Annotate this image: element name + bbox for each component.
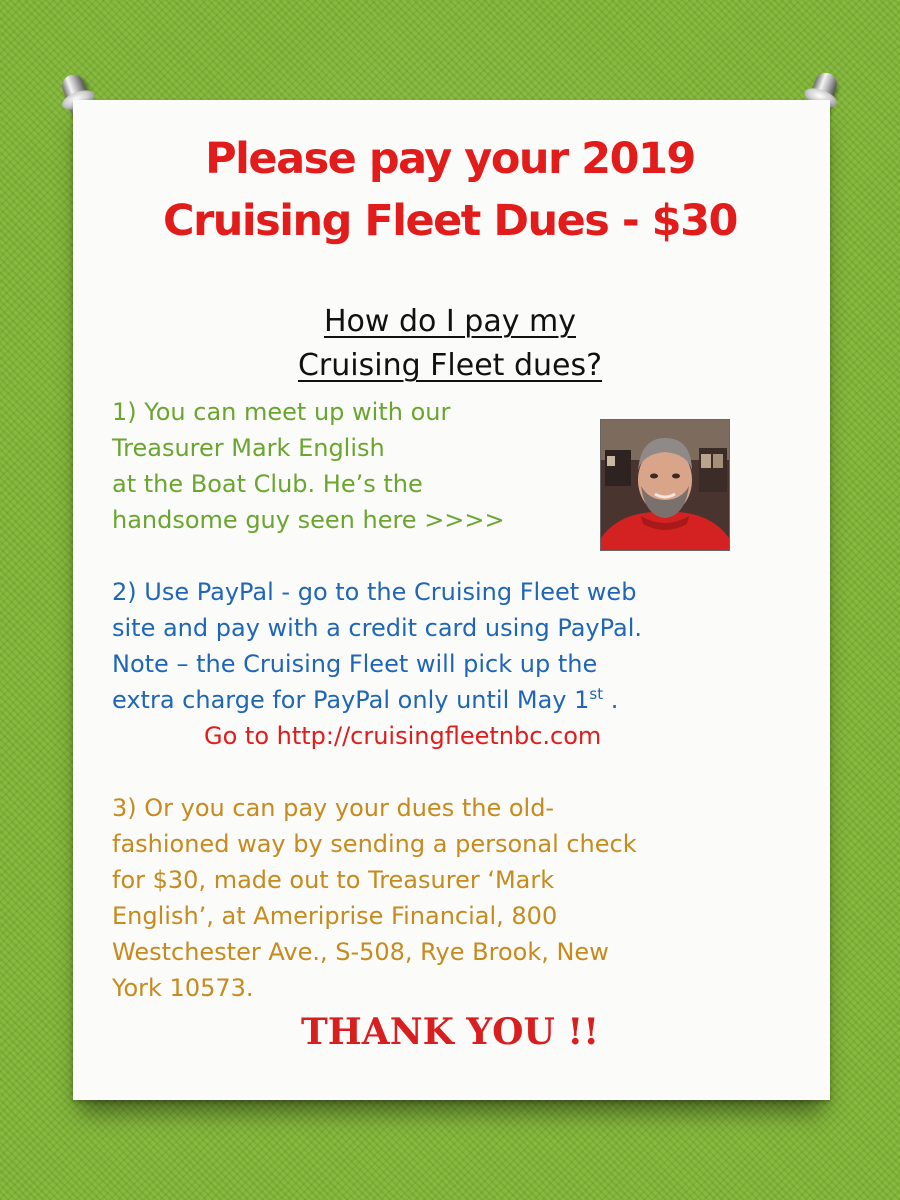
step-3-line: for $30, made out to Treasurer ‘Mark — [112, 866, 555, 894]
question-line-1: How do I pay my — [324, 304, 576, 339]
step-3-line: York 10573. — [112, 974, 254, 1002]
step-2-line: site and pay with a credit card using PayPal. — [112, 614, 643, 642]
step-1-line: Treasurer Mark English — [112, 434, 385, 462]
step-3-paragraph — [112, 790, 637, 1006]
thank-you-text: THANK YOU !! — [300, 1011, 600, 1053]
step-2-line-last — [112, 682, 642, 718]
step-3-line: fashioned way by sending a personal check — [112, 830, 637, 858]
step-3-line: English’, at Ameriprise Financial, 800 — [112, 902, 558, 930]
step-2-line: Note – the Cruising Fleet will pick up the — [112, 650, 598, 678]
treasurer-photo — [600, 419, 730, 551]
question-heading — [180, 300, 720, 388]
step-2-tail: . — [603, 686, 619, 714]
title-line-2: Cruising Fleet Dues - $30 — [163, 196, 737, 246]
website-link[interactable]: Go to http://cruisingfleetnbc.com — [204, 722, 602, 750]
title-line-1: Please pay your 2019 — [205, 134, 695, 184]
ordinal-superscript: st — [589, 685, 604, 703]
page-title — [100, 128, 800, 252]
step-3-line: Westchester Ave., S-508, Rye Brook, New — [112, 938, 609, 966]
step-1-line: handsome guy seen here >>>> — [112, 506, 505, 534]
step-1-line: 1) You can meet up with our — [112, 398, 451, 426]
step-3-line: 3) Or you can pay your dues the old- — [112, 794, 555, 822]
question-line-2: Cruising Fleet dues? — [297, 348, 603, 383]
step-2-paragraph — [112, 574, 642, 718]
step-1-paragraph — [112, 394, 505, 538]
step-1-line: at the Boat Club. He’s the — [112, 470, 423, 498]
step-2-line: 2) Use PayPal - go to the Cruising Fleet web — [112, 578, 637, 606]
treasurer-portrait-image — [601, 420, 729, 550]
step-2-line: extra charge for PayPal only until May 1 — [112, 686, 590, 714]
